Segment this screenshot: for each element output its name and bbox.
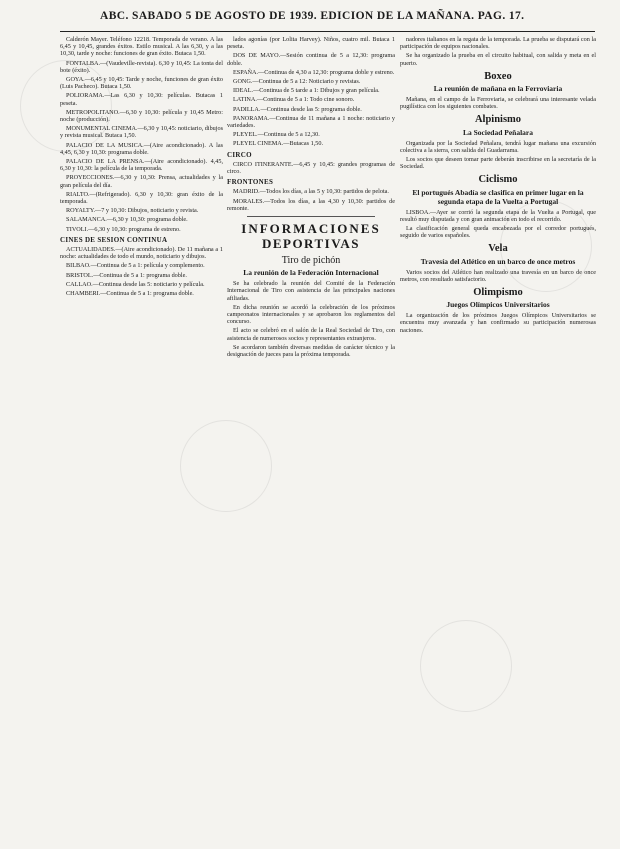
paragraph: GOYA.—6,45 y 10,45: Tarde y noche, funciones de gran éxito (Luis Pacheco). Butaca 1,50. — [60, 76, 223, 91]
section-heading: CINES DE SESION CONTINUA — [60, 235, 168, 244]
paragraph: CIRCO ITINERANTE.—6,45 y 10,45: grandes programas de circo. — [227, 160, 395, 176]
paragraph: MONUMENTAL CINEMA.—6,30 y 10,45: noticiario, dibujos y revista musical. Butaca 1,50. — [60, 125, 223, 140]
section-title: INFORMACIONES — [241, 221, 381, 237]
paragraph: MORALES.—Todos los días, a las 4,30 y 10,30: partidos de remonte. — [227, 197, 395, 212]
paragraph: CHAMBERI.—Continua de 5 a 1: programa doble. — [66, 290, 194, 298]
section-heading: Vela — [488, 243, 508, 255]
paragraph: ESPAÑA.—Continua de 4,30 a 12,30: programa doble y estreno. — [233, 68, 395, 76]
section-heading: Olimpismo — [473, 287, 523, 299]
column-3 — [400, 36, 596, 836]
paragraph: PANORAMA.—Continua de 11 mañana a 1 noche: noticiario y variedades. — [227, 114, 395, 130]
paragraph: PLEYEL.—Continua de 5 a 12,30. — [233, 131, 320, 139]
paragraph: La clasificación general queda encabezada por el corredor portugués, seguido de varios españoles. — [400, 225, 596, 240]
paragraph: El acto se celebró en el salón de la Real Sociedad de Tiro, con asistencia de numerosos socios y representantes extranjeros. — [227, 327, 395, 342]
paragraph: La organización de los próximos Juegos Olímpicos Universitarios se encuentra muy avanzada y han confirmado su participación numerosas naciones. — [400, 312, 596, 334]
paragraph: RIALTO.—(Refrigerado). 6,30 y 10,30: gran éxito de la temporada. — [60, 190, 223, 206]
paragraph: Se ha celebrado la reunión del Comité de la Federación Internacional de Tiro con asistencia de las principales naciones afiliadas. — [227, 280, 395, 302]
paragraph: Calderón Mayer. Teléfono 12218. Temporada de verano. A las 6,45 y 10,45, grandes éxitos. Estilo musical. A las 6,30, y a las 10,30, tarde y noche: funciones de gran éxito. Butaca 1,50. — [60, 36, 223, 58]
paragraph: Se ha organizado la prueba en el circuito habitual, con salida y meta en el puerto. — [400, 52, 596, 67]
page-header: ABC. SABADO 5 DE AGOSTO DE 1939. EDICION DE LA MAÑANA. PAG. 17. — [100, 10, 525, 22]
paragraph: Mañana, en el campo de la Ferroviaria, se celebrará una interesante velada pugilística con los siguientes combates. — [400, 96, 596, 111]
paragraph: GONG.—Continua de 5 a 12: Noticiario y revistas. — [233, 78, 361, 86]
subsection-title: Tiro de pichón — [281, 255, 341, 267]
paragraph: Varios socios del Atlético han realizado una travesía en un barco de once metros, con resultado satisfactorio. — [400, 268, 596, 283]
paragraph: LATINA.—Continua de 5 a 1: Todo cine sonoro. — [233, 96, 355, 104]
paragraph: PALACIO DE LA MUSICA.—(Aire acondicionado). A las 4,45, 6,30 y 10,30: programa doble. — [60, 141, 223, 156]
paragraph: ACTUALIDADES.—(Aire acondicionado). De 11 mañana a 1 noche: actualidades de todo el mundo, noticiario y dibujos. — [60, 246, 223, 261]
article-headline: La reunión de la Federación Internacional — [243, 268, 379, 278]
section-heading: Alpinismo — [474, 114, 522, 126]
paragraph: LISBOA.—Ayer se corrió la segunda etapa de la Vuelta a Portugal, que resultó muy disputada y con gran animación en todo el recorrido. — [400, 208, 596, 223]
paragraph: En dicha reunión se acordó la celebración de los próximos campeonatos internacionales y se aprobaron los reglamentos del concurso. — [227, 303, 395, 326]
paragraph: Los socios que deseen tomar parte deberán inscribirse en la secretaría de la Sociedad. — [400, 156, 596, 171]
paragraph: nadores italianos en la regata de la temporada. La prueba se disputará con la participación de equipos nacionales. — [400, 36, 596, 51]
header-rule — [60, 31, 595, 32]
article-headline: El portugués Abadía se clasifica en primer lugar en la segunda etapa de la Vuelta a Portugal — [412, 187, 584, 206]
paragraph: ROYALTY.—7 y 10,30: Dibujos, noticiario y revista. — [66, 207, 199, 215]
paragraph: PLEYEL CINEMA.—Butacas 1,50. — [233, 140, 323, 148]
article-headline: Juegos Olímpicos Universitarios — [446, 300, 550, 310]
paragraph: Organizada por la Sociedad Peñalara, tendrá lugar mañana una excursión colectiva a la sierra, con salida del Guadarrama. — [400, 139, 596, 154]
paragraph: CALLAO.—Continua desde las 5: noticiario y película. — [66, 280, 205, 288]
paragraph: BRISTOL.—Continua de 5 a 1: programa doble. — [66, 271, 187, 279]
section-title: DEPORTIVAS — [261, 236, 361, 252]
paragraph: PROYECCIONES.—6,30 y 10,30: Prensa, actualidades y la gran película del día. — [60, 174, 223, 189]
paragraph: POLIORAMA.—Las 6,30 y 10,30: películas. Butacas 1 peseta. — [60, 92, 223, 107]
paragraph: lados agonías (por Lolita Harvey). Niños, cuatro mil. Butaca 1 peseta. — [227, 36, 395, 51]
section-heading: Boxeo — [484, 70, 512, 82]
paragraph: MADRID.—Todos los días, a las 5 y 10,30: partidos de pelota. — [233, 188, 389, 196]
paragraph: SALAMANCA.—6,30 y 10,30: programa doble. — [66, 216, 188, 224]
paragraph: TIVOLI.—6,30 y 10,30: programa de estreno. — [66, 225, 181, 233]
divider — [247, 216, 375, 217]
paragraph: BILBAO.—Continua de 5 a 1: película y complemento. — [66, 262, 205, 270]
paragraph: DOS DE MAYO.—Sesión continua de 5 a 12,30: programa doble. — [227, 52, 395, 67]
paragraph: FONTALBA.—(Vaudeville-revista). 6,30 y 10,45: La tonta del bote (éxito). — [60, 59, 223, 74]
column-1 — [60, 36, 223, 836]
section-heading: Ciclismo — [478, 174, 518, 186]
article-headline: La Sociedad Peñalara — [462, 127, 533, 137]
article-headline: La reunión de mañana en la Ferroviaria — [433, 84, 563, 94]
paragraph: METROPOLITANO.—6,30 y 10,30: película y 10,45 Metro: noche (producción). — [60, 108, 223, 124]
paragraph: PALACIO DE LA PRENSA.—(Aire acondicionado). 4,45, 6,30 y 10,30: la película de la temporada. — [60, 158, 223, 173]
paragraph: IDEAL.—Continua de 5 tarde a 1: Dibujos y gran película. — [233, 87, 380, 95]
section-heading: FRONTONES — [227, 178, 274, 187]
paragraph: Se acordaron también diversas medidas de carácter técnico y la designación de jueces para la próxima temporada. — [227, 343, 395, 359]
article-headline: Travesía del Atlético en un barco de once metros — [420, 256, 576, 266]
column-2 — [227, 36, 395, 836]
paragraph: PADILLA.—Continua desde las 5: programa doble. — [233, 105, 362, 113]
section-heading: CIRCO — [227, 150, 252, 159]
